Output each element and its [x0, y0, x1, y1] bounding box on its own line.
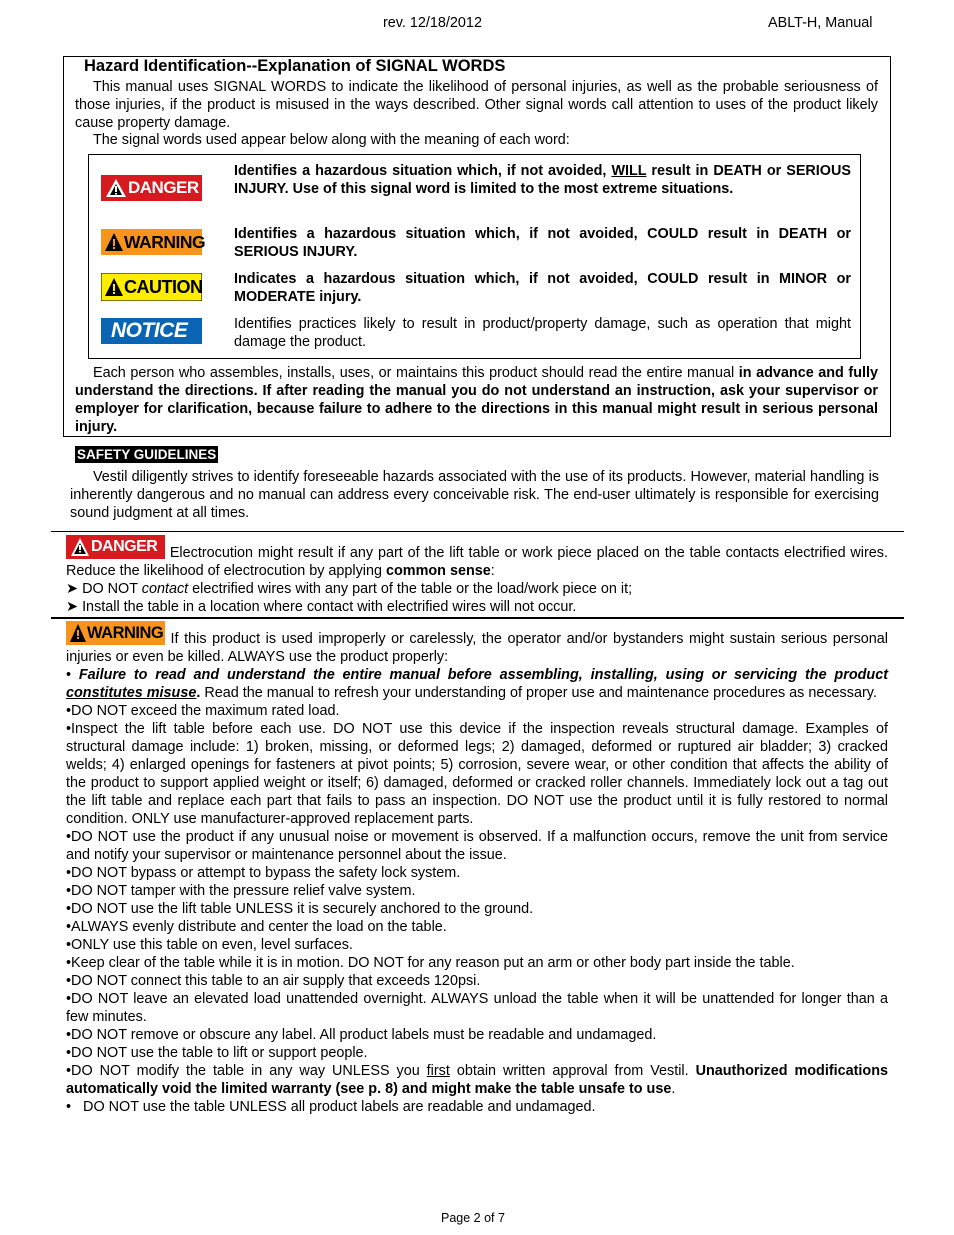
- danger-description: Identifies a hazardous situation which, if not avoided, WILL result in DEATH or SERIOUS INJURY. Use of this signal word is limited to the most extreme situations.: [234, 163, 851, 197]
- warning-item: •Inspect the lift table before each use. DO NOT use this device if the inspection reveals structural damage. Examples of structural damage include: 1) broken, missing, or deformed legs; 2) damaged, deformed or ruptured air bladder; 3) cracked welds; 4) enlarged openings for fasteners at pivot points; 5) corrosion, severe wear, or other condition that affects the ability of the product to support applied weight or itself; 6) damaged, deformed or cracked roller channels. Immediately lock out a tag out the lift table and replace each part that fails to pass an inspection. DO NOT use the product until it is fully restored to normal condition. ONLY use manufacturer-approved replacement parts.: [66, 721, 888, 827]
- warning-item: •DO NOT use the product if any unusual noise or movement is observed. If a malfunction occurs, remove the unit from service and notify your supervisor or maintenance personnel about the issue.: [66, 829, 888, 863]
- warning-item: •DO NOT bypass or attempt to bypass the safety lock system.: [66, 865, 461, 881]
- warning-section: WARNING If this product is used improperly or carelessly, the operator and/or bystanders might sustain serious personal injuries or even be killed. ALWAYS use the product properly:: [66, 621, 888, 666]
- warning-item: • DO NOT use the table UNLESS all product labels are readable and undamaged.: [66, 1099, 596, 1115]
- section-divider: [51, 531, 904, 532]
- arrow-bullet-icon: ➤: [66, 581, 79, 597]
- warning-item: •DO NOT modify the table in any way UNLESS you first obtain written approval from Vestil. Unauthorized modifications automatically void the limited warranty (see p. 8) and might make the table unsafe to use.: [66, 1063, 888, 1097]
- notice-label-text: NOTICE: [111, 319, 188, 342]
- arrow-bullet-icon: ➤: [66, 599, 79, 615]
- danger-item: ➤ Install the table in a location where contact with electrified wires will not occur.: [66, 599, 577, 615]
- danger-items-list: [66, 580, 888, 616]
- warning-item: •DO NOT use the lift table UNLESS it is securely anchored to the ground.: [66, 901, 534, 917]
- hazard-title: Hazard Identification--Explanation of SIGNAL WORDS: [84, 57, 506, 75]
- danger-section: DANGER Electrocution might result if any part of the lift table or work piece placed on the table contacts electrified wires. Reduce the likelihood of electrocution by applying common sense:: [66, 535, 888, 580]
- page-number: Page 2 of 7: [441, 1211, 505, 1225]
- hazard-intro-2: The signal words used appear below along with the meaning of each word:: [93, 132, 570, 148]
- warning-section-label: WARNING: [66, 621, 165, 645]
- warning-item: •DO NOT use the table to lift or support people.: [66, 1045, 368, 1061]
- notice-signal-label: [101, 318, 202, 344]
- danger-section-label: DANGER: [66, 535, 165, 559]
- warning-item: •DO NOT exceed the maximum rated load.: [66, 703, 340, 719]
- warning-item: •ALWAYS evenly distribute and center the load on the table.: [66, 919, 447, 935]
- hazard-intro: This manual uses SIGNAL WORDS to indicate the likelihood of personal injuries, as well as the probable seriousness of those injuries, if the product is misused in the ways described. Other signal words call attention to uses of the product likely cause property damage.: [75, 79, 878, 131]
- section-divider: [51, 617, 904, 619]
- caution-description: Indicates a hazardous situation which, if not avoided, COULD result in MINOR or MODERATE injury.: [234, 271, 851, 305]
- safety-guidelines-heading: SAFETY GUIDELINES: [77, 447, 217, 462]
- revision-date: rev. 12/18/2012: [383, 15, 482, 31]
- warning-item: •ONLY use this table on even, level surfaces.: [66, 937, 353, 953]
- warning-item: •Keep clear of the table while it is in motion. DO NOT for any reason put an arm or other body part inside the table.: [66, 955, 795, 971]
- caution-signal-label: [101, 273, 202, 301]
- danger-label-text: DANGER: [128, 178, 199, 197]
- notice-description: Identifies practices likely to result in product/property damage, such as operation that might damage the product.: [234, 316, 851, 350]
- danger-item: ➤ DO NOT contact electrified wires with any part of the table or the load/work piece on it;: [66, 581, 633, 597]
- caution-label-text: CAUTION: [124, 277, 203, 297]
- warning-item: •DO NOT connect this table to an air supply that exceeds 120psi.: [66, 973, 481, 989]
- hazard-closing: Each person who assembles, installs, uses, or maintains this product should read the entire manual in advance and fully understand the directions. If after reading the manual you do not understand an instruction, ask your supervisor or employer for clarification, because failure to adhere to the directions in this manual might result in serious personal injury.: [75, 365, 878, 435]
- warning-signal-label: [101, 229, 206, 255]
- warning-description: Identifies a hazardous situation which, if not avoided, COULD result in DEATH or SERIOUS INJURY.: [234, 226, 851, 260]
- warning-item: •DO NOT tamper with the pressure relief valve system.: [66, 883, 416, 899]
- warning-item: •DO NOT remove or obscure any label. All product labels must be readable and undamaged.: [66, 1027, 657, 1043]
- warning-items-list: [66, 666, 888, 1116]
- safety-guidelines-text: Vestil diligently strives to identify foreseeable hazards associated with the use of its products. However, material handling is inherently dangerous and no manual can address every conceivable risk. The end-user ultimately is responsible for exercising sound judgment at all times.: [70, 469, 879, 521]
- warning-item: •DO NOT leave an elevated load unattended overnight. ALWAYS unload the table when it will be unattended for longer than a few minutes.: [66, 991, 888, 1025]
- danger-signal-label: [101, 175, 202, 201]
- warning-item: • Failure to read and understand the entire manual before assembling, installing, using or servicing the product constitutes misuse. Read the manual to refresh your understanding of proper use and maintenance procedures as necessary.: [66, 667, 888, 701]
- warning-label-text: WARNING: [124, 232, 206, 252]
- document-title: ABLT-H, Manual: [768, 15, 873, 31]
